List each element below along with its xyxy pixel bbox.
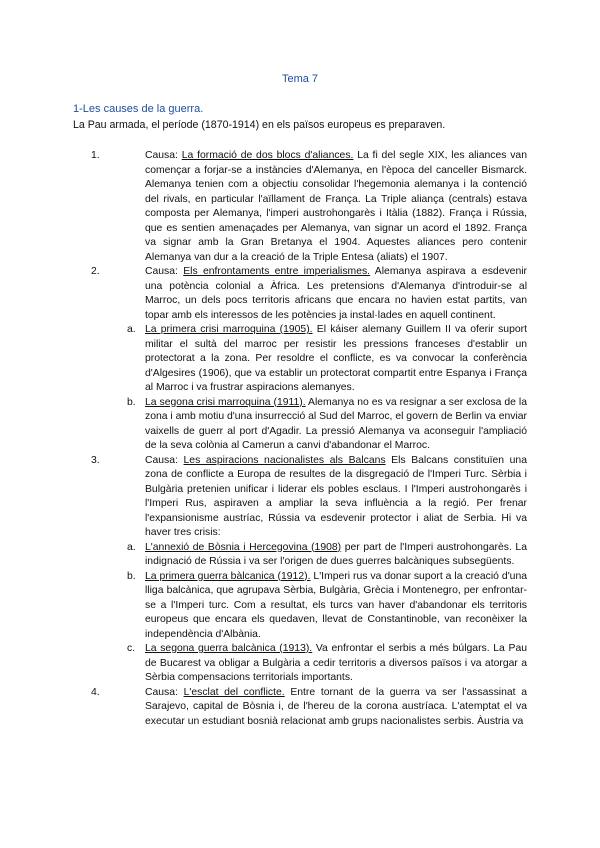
causes-list: [91, 149, 527, 729]
cause-item-3: [91, 454, 527, 541]
cause-body: La fi del segle XIX, les aliances van començar a forjar-se a instàncies d'Alemanya, en l'època del canceller Bismarck. Alemanya tenien com a objectiu consolidar l'hegemonia alemanya i la contenció del rivals, en particular l'aïllament de França. La Triple aliança (centrals) estava composta per Alemanya, l'imperi austrohongarès i Itàlia (1882). França i Rússia, que es sentien amenaçades per Alemanya, van signar un acord el 1892. França va signar amb la Gran Bretanya el 1904. Aquestes aliances pero contenir Alemanya van dur a la creació de la Triple Entesa (aliats) el 1907.: [145, 150, 527, 263]
list-number: 4.: [91, 686, 100, 698]
section-heading: 1-Les causes de la guerra.: [73, 103, 204, 115]
sub-body: per part de l'Imperi austrohongarès. La indignació de Rússia i va ser l'origen de dues guerres balcàniques subsegüents.: [145, 541, 527, 567]
cause-item-1: [91, 149, 527, 265]
sub-body: Va enfrontar el serbis a més búlgars. La Pau de Bucarest va obligar a Bulgària a cedir territoris a diversos països i va atorgar a Sèrbia compensacions territorials importants.: [145, 643, 527, 683]
cause-prefix: Causa:: [145, 686, 184, 698]
sub-item-3c: [91, 642, 527, 686]
sub-number: a.: [127, 541, 136, 553]
sub-number: b.: [127, 396, 136, 408]
page-title: Tema 7: [281, 73, 319, 85]
intro-paragraph: La Pau armada, el període (1870-1914) en els països europeus es preparaven.: [73, 119, 446, 131]
sub-heading: La segona crisi marroquina (1911).: [145, 396, 306, 408]
sub-item-3a: [91, 541, 527, 570]
sub-number: b.: [127, 570, 136, 582]
list-number: 1.: [91, 150, 100, 161]
cause-prefix: Causa:: [145, 266, 184, 277]
cause-heading: Les aspiracions nacionalistes als Balcans: [183, 454, 386, 466]
sub-item-2a: [91, 323, 527, 396]
cause-body: Entre tornant de la guerra va ser l'assassinat a Sarajevo, capital de Bòsnia i, de l'hereu de la corona austríaca. L'atemptat el va executar un estudiant bosnià relacionat amb grups nacionalistes serbis. Àustria va: [145, 686, 527, 727]
sub-heading: L'annexió de Bòsnia i Hercegovina (1908): [145, 541, 342, 553]
cause-body: Els Balcans constituïen una zona de conflicte a Europa de resultes de la disgregació de l'Imperi Turc. Sèrbia i Bulgària pretenien unificar i liderar els pobles esclaus. I l'Imperi austrohongarès i l'Imperi Rus, aspiraven a ampliar la seva influència a la regió. Per frenar l'expansionisme austríac, Rússia va esdevenir protector i aliat de Serbia. Hi va haver tres crisis:: [145, 454, 527, 538]
sub-item-3b: [91, 570, 527, 643]
sub-heading: La segona guerra balcànica (1913).: [145, 643, 313, 654]
sub-body: Alemanya no es va resignar a ser exclosa de la zona i amb motiu d'una insurrecció al Sud del Marroc, el govern de Berlin va enviar vaixells de guerr al port d'Agadir. La pressió Alemanya va aconseguir l'ampliació de la seva colònia al Camerun a canvi d'abandonar el Marroc.: [145, 396, 528, 451]
cause-item-4: [91, 686, 527, 730]
sub-item-2b: [91, 396, 527, 454]
sub-body: El káiser alemany Guillem II va oferir suport militar el sultà del marroc per resistir les pressions franceses d'establir un protectorat a la zona. Per resoldre el conflicte, es va convocar la conferència d'Algesires (1906), que va establir un protectorat compartit entre Espanya i França al Marroc i va frustrar aspiracions alemanyes.: [145, 324, 527, 393]
sub-number: a.: [127, 324, 136, 335]
list-number: 2.: [91, 266, 100, 277]
cause-prefix: Causa:: [145, 150, 182, 161]
cause-prefix: Causa:: [145, 454, 184, 466]
cause-heading: La formació de dos blocs d'aliances.: [181, 150, 354, 161]
cause-body: Alemanya aspirava a esdevenir una potència colonial a Àfrica. Les pretensions d'Alemanya d'introduir-se al Marroc, un dels pocs territoris africans que encara no havien estat partits, van topar amb els interessos de les potències ja instal·lades en aquell continent.: [145, 266, 528, 321]
cause-item-2: [91, 265, 527, 323]
list-number: 3.: [91, 454, 100, 466]
sub-heading: La primera guerra bàlcanica (1912).: [145, 570, 311, 582]
cause-heading: L'esclat del conflicte.: [183, 686, 285, 698]
sub-heading: La primera crisi marroquina (1905).: [145, 324, 313, 335]
sub-number: c.: [127, 643, 136, 654]
sub-body: L'Imperi rus va donar suport a la creació d'una lliga balcànica, que agrupava Sèrbia, Bulgària, Grècia i Montenegro, per enfrontar-se a l'Imperi turc. Com a resultat, els turcs van haver d'abandonar els territoris europeus que encara els quedaven, llevat de Constantinoble, van reconèixer la independència d'Albània.: [145, 570, 528, 640]
cause-heading: Els enfrontaments entre imperialismes.: [183, 266, 371, 277]
